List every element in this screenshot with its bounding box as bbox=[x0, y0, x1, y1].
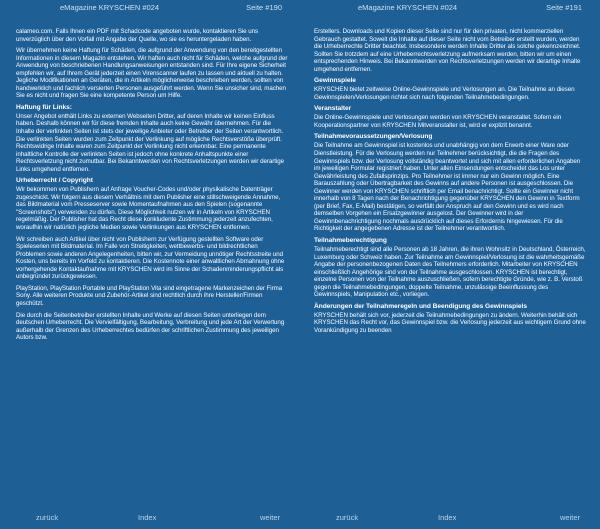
section-heading: Teilnahmeberechtigung bbox=[314, 237, 387, 245]
paragraph: Unser Angebot enthält Links zu externen Webseiten Dritter, auf deren Inhalte wir keinen Einfluss haben. Deshalb können wir für diese fremden Inhalte auch keine Gewähr übernehmen. Für die Inhalte der verlinkten Seiten ist stets der jeweilige Anbieter oder Betreiber der Seiten verantwortlich. Die verlinkten Seiten wurden zum Zeitpunkt der Verlinkung auf mögliche Rechtsverstöße überprüft. Rechtswidrige Inhalte waren zum Zeitpunkt der Verlinkung nicht erkennbar. Eine permanente inhaltliche Kontrolle der verlinkten Seiten ist jedoch ohne konkrete Anhaltspunkte einer Rechtsverletzung nicht zumutbar. Bei Bekanntwerden von Rechtsverletzungen werden wir derartige Links umgehend entfernen. bbox=[16, 112, 285, 173]
paragraph: Die Teilnahme am Gewinnspiel ist kostenlos und unabhängig von dem Erwerb einer Ware oder Dienstleistung. Für die Verlosung werden nur Teilnehmer berücksichtigt, die die Fragen des Gewinnspiels bzw. der Verlosung vollständig beantwortet und sich mit allen erforderlichen Angaben im jeweiligen Formular registriert haben. Unter allen Einsendungen entscheidet das Los unter Gewährleistung des Zufallsprinzips. Pro Teilnehmer ist immer nur ein Gewinn möglich. Eine Barauszahlung oder Übertragbarkeit des Gewinns auf andere Personen ist ausgeschlossen. Die Gewinner werden von KRYSCHEN schriftlich per Email benachrichtigt. Sollte ein Gewinner nicht innerhalb von 8 Tagen nach der Benachrichtigung gegenüber KRYSCHEN den Gewinn in Textform (per Brief, Fax, E-Mail) bestätigen, so verfällt der Anspruch auf den Gewinn und es wird nach demselben Vorgehen ein Ersatzgewinner ausgelost. Der Gewinner wird in der Gewinnbenachrichtigung nochmals ausdrücklich auf dieses Erfordernis hingewiesen. Für die Richtigkeit der angegebenen Adresse ist der Teilnehmer verantwortlich. bbox=[314, 142, 581, 233]
magazine-title: eMagazine KRYSCHEN #024 bbox=[60, 3, 160, 12]
back-link[interactable]: zurück bbox=[36, 513, 59, 522]
right-page bbox=[300, 0, 600, 529]
next-link[interactable]: weiter bbox=[559, 513, 580, 522]
index-link[interactable]: Index bbox=[438, 513, 457, 522]
index-link[interactable]: Index bbox=[138, 513, 157, 522]
paragraph: Wir übernehmen keine Haftung für Schäden, die aufgrund der Anwendung von den bereitgestellten Informationen in diesem Magazin entstehen. Wir haften auch nicht für Schäden, welche aufgrund der Anwendung von beschriebenen Handlungsanweisungen entstanden sind. Für Ihre eigene Sicherheit empfehlen wir, auf Ihrem Gerät jederzeit einen Virenscanner laufen zu lassen und aktuell zu halten. Jegliche Modifikationen an Geräten, die in Artikeln möglicherweise beschrieben werden, sollten von handwerklich und fachlich versierten Personen ausgeführt werden. Wenn Sie unsicher sind, machen Sie es nicht und fragen Sie eine kompetente Person um Hilfe. bbox=[16, 47, 288, 100]
paragraph: calameo.com. Falls Ihnen ein PDF mit Schadcode angeboten wurde, kontaktieren Sie uns unverzüglich über den Vorfall mit Angabe der Quelle, wo sie es heruntergeladen haben. bbox=[16, 28, 259, 43]
section-heading: Urheberrecht / Copyright bbox=[16, 177, 93, 185]
paragraph: Die Online-Gewinnspiele und Verlosungen werden von KRYSCHEN veranstaltet. Sofern ein Kooperationspartner von KRYSCHEN Mitveranstalter ist, wird er explizit benannt. bbox=[314, 114, 562, 129]
paragraph: Die durch die Seitenbetreiber erstellten Inhalte und Werke auf diesen Seiten unterliegen dem deutschen Urheberrecht. Die Vervielfältigung, Bearbeitung, Verbreitung und jede Art der Verwertung außerhalb der Grenzen des Urheberrechtes bedürfen der schriftlichen Zustimmung des jeweiligen Autors bzw. bbox=[16, 311, 285, 342]
page-number: Seite #191 bbox=[546, 3, 582, 12]
back-link[interactable]: zurück bbox=[336, 513, 359, 522]
section-heading: Teilnahmevoraussetzungen/Verlosung bbox=[314, 133, 433, 141]
magazine-title: eMagazine KRYSCHEN #024 bbox=[358, 3, 458, 12]
page-content bbox=[16, 28, 288, 346]
paragraph: Erstellers. Downloads und Kopien dieser Seite sind nur für den privaten, nicht kommerziellen Gebrauch gestattet. Soweit die Inhalte auf dieser Seite nicht vom Betreiber erstellt wurden, werden die Urheberrechte Dritter beachtet. Insbesondere werden Inhalte Dritter als solche gekennzeichnet. Sollten Sie trotzdem auf eine Urheberrechtsverletzung aufmerksam werden, bitten wir um einen entsprechenden Hinweis. Bei Bekanntwerden von Rechtsverletzungen werden wir derartige Inhalte umgehend entfernen. bbox=[314, 28, 581, 73]
page-content bbox=[314, 28, 586, 339]
section-heading: Haftung für Links: bbox=[16, 103, 72, 111]
paragraph: Wir bekommen von Publishern auf Anfrage Voucher-Codes und/oder physikalische Datenträger zugeschickt. Wir folgern aus diesem Verhältnis mit dem Publisher eine stillschweigende Annahme, das Bildmaterial vom Presseserver sowie Momentaufnahmen aus den Spielen (sogenannte "Screenshots") verwenden zu dürfen. Diese Möglichkeit nutzen wir in Artikeln von KRYSCHEN regelmäßig. Der Publisher hat das Recht diese konkludente Zustimmung jederzeit anzufechten, woraufhin wir natürlich jegliche Medien sowie Verlinkungen aus KRYSCHEN entfernen. bbox=[16, 186, 281, 232]
section-heading: Gewinnspiele bbox=[314, 77, 356, 85]
paragraph: KRYSCHEN behält sich vor, jederzeit die Teilnahmebedingungen zu ändern. Weiterhin behält sich KRYSCHEN das Recht vor, das Gewinnspiel bzw. die Verlosung jederzeit aus wichtigem Grund ohne Vorankündigung zu beenden bbox=[314, 311, 586, 334]
paragraph: Teilnahmeberechtigt sind alle Personen ab 18 Jahren, die ihren Wohnsitz in Deutschland, Österreich, Luxemburg oder Schweiz haben. Zur Teilnahme am Gewinnspiel/Verlosung ist die wahrheitsgemäße Angabe der personenbezogenen Daten des Teilnehmers erforderlich. Mitarbeiter von KRYSCHEN einschließlich Angehörige sind von der Teilnahme ausgeschlossen. KRYSCHEN ist berechtigt, einzelne Personen von der Teilnahme auszuschließen, sofern berechtigte Gründe, wie z. B. Verstoß gegen die Teilnahmebedingungen, doppelte Teilnahme, unzulässige Beeinflussung des Gewinnspiels, Manipulation etc., vorliegen. bbox=[314, 246, 586, 299]
next-link[interactable]: weiter bbox=[259, 513, 280, 522]
section-heading: Veranstalter bbox=[314, 105, 352, 113]
page-footer bbox=[300, 513, 600, 525]
page-footer bbox=[0, 513, 300, 525]
paragraph: PlayStation, PlayStation Portable und PlayStation Vita sind eingetragene Markenzeichen der Firma Sony. Alle weiteren Produkte und Zubehör-Artikel sind rechtlich durch ihre Hersteller/Firmen geschützt. bbox=[16, 284, 283, 307]
paragraph: Wir schreiben auch Artikel über nicht von Publishern zur Verfügung gestellten Software oder Spieleserien mit Bildmaterial. Im Falle von Streitigkeiten, wettbewerbs- und bildrechtlichen Problemen sowie anderen Angelegenheiten, bitten wir, zur Vermeidung unnötiger Rechtsstreite und Kosten, uns bereits im Vorfeld zu kontaktieren. Die Kostennote einer anwaltlichen Abmahnung ohne vorhergehende Kontaktaufnahme mit KRYSCHEN wird im Sinne der Schadenminderungspflicht als unbegründet zurückgewiesen. bbox=[16, 235, 285, 281]
paragraph: KRYSCHEN bietet zeitweise Online-Gewinnspiele und Verlosungen an. Die Teilnahme an diesen Gewinnspielen/Verlosungen richtet sich nach folgenden Teilnahmebedingungen. bbox=[314, 86, 575, 101]
section-heading: Änderungen der Teilnahmeregeln und Beendigung des Gewinnspiels bbox=[314, 302, 527, 310]
page-number: Seite #190 bbox=[246, 3, 282, 12]
